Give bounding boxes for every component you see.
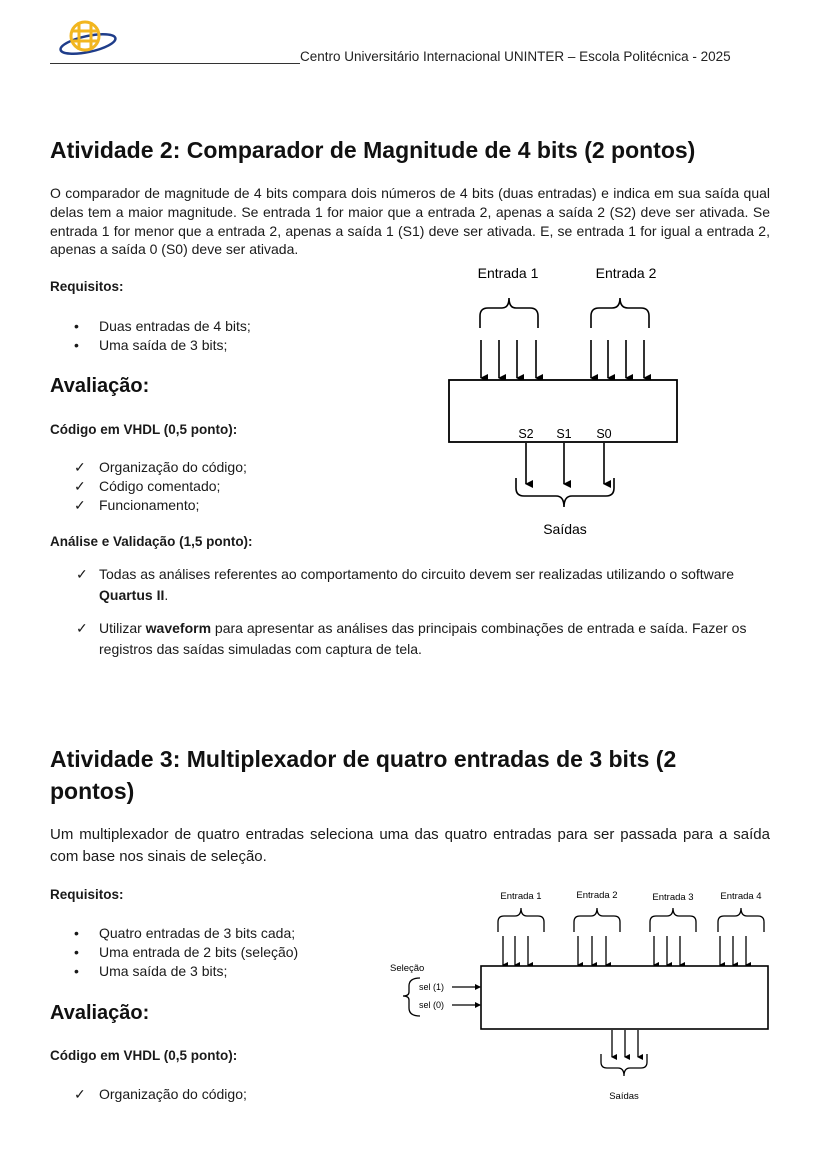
mux-input3-label: Entrada 3 <box>652 892 694 903</box>
check-icon: ✓ <box>74 1086 86 1102</box>
list-item: ✓ Funcionamento; <box>74 497 200 513</box>
list-item: • Duas entradas de 4 bits; <box>74 318 251 334</box>
mux-input-braces <box>498 908 764 932</box>
check-icon: ✓ <box>76 566 88 582</box>
activity2-title: Atividade 2: Comparador de Magnitude de 4 bits (2 pontos) <box>50 137 696 163</box>
input2-brace <box>591 298 649 328</box>
list-item: • Uma entrada de 2 bits (seleção) <box>74 944 299 960</box>
check-icon: ✓ <box>74 459 86 475</box>
activity3-requirements-list <box>50 924 298 981</box>
mux-output-arrows <box>612 1030 638 1057</box>
activity2-requirements-label: Requisitos: <box>50 279 124 294</box>
mux-selection-label: Seleção <box>390 963 425 974</box>
header-text: Centro Universitário Internacional UNINTER – Escola Politécnica - 2025 <box>300 49 731 64</box>
output-s0-label: S0 <box>596 427 612 441</box>
activity3-requirements-label: Requisitos: <box>50 887 124 902</box>
check-icon: ✓ <box>74 478 86 494</box>
mux-input4-label: Entrada 4 <box>720 891 762 902</box>
activity3-description: Um multiplexador de quatro entradas seleciona uma das quatro entradas para ser passada para a saída com base nos sinais de seleção. <box>50 826 770 865</box>
multiplexer-diagram <box>384 882 776 1104</box>
activity3-evaluation-title: Avaliação: <box>50 1002 150 1024</box>
list-item: ✓ Organização do código; <box>74 1086 247 1102</box>
input1-brace <box>480 298 538 328</box>
activity2-requirements-list <box>50 317 251 355</box>
mux-output-brace <box>601 1054 647 1076</box>
diagram-outputs-label: Saídas <box>543 521 587 537</box>
mux-input-arrows <box>503 936 746 965</box>
list-item: • Uma saída de 3 bits; <box>74 337 228 353</box>
mux-selection-arrows <box>452 987 480 1005</box>
activity2-vhdl-label: Código em VHDL (0,5 ponto): <box>50 422 238 437</box>
activity3-vhdl-label: Código em VHDL (0,5 ponto): <box>50 1048 238 1063</box>
activity2-vhdl-list <box>50 458 247 515</box>
check-icon: ✓ <box>74 497 86 513</box>
list-item: • Uma saída de 3 bits; <box>74 963 228 979</box>
mux-outputs-label: Saídas <box>609 1091 639 1102</box>
check-icon: ✓ <box>76 620 88 636</box>
output-s2-label: S2 <box>518 427 534 441</box>
diagram-input1-label: Entrada 1 <box>477 265 539 281</box>
analysis-item-quartus: ✓ Todas as análises referentes ao comportamento do circuito devem ser realizadas utilizando o software Quartus II. <box>76 566 734 603</box>
multiplexer-block <box>481 966 768 1029</box>
list-item: ✓ Código comentado; <box>74 478 221 494</box>
bullet-icon: • <box>74 963 79 979</box>
activity3-vhdl-list <box>50 1085 247 1104</box>
output-arrows <box>526 443 604 484</box>
comparator-diagram <box>440 262 690 542</box>
mux-sel0-label: sel (0) <box>419 1000 445 1010</box>
mux-input1-label: Entrada 1 <box>500 891 542 902</box>
mux-selection-brace <box>403 978 420 1016</box>
activity3-title: Atividade 3: Multiplexador de quatro entradas de 3 bits (2 pontos) <box>50 746 677 804</box>
list-item: ✓ Organização do código; <box>74 459 247 475</box>
diagram-input2-label: Entrada 2 <box>595 265 657 281</box>
output-s1-label: S1 <box>556 427 572 441</box>
bullet-icon: • <box>74 944 79 960</box>
activity2-evaluation-title: Avaliação: <box>50 375 150 397</box>
uninter-logo <box>58 16 118 62</box>
input-arrows <box>481 340 644 378</box>
mux-input2-label: Entrada 2 <box>576 890 618 901</box>
analysis-item-waveform: ✓ Utilizar waveform para apresentar as análises das principais combinações de entrada e saída. Fazer os registros das saídas simuladas com captura de tela. <box>76 620 747 657</box>
activity2-analysis-label: Análise e Validação (1,5 ponto): <box>50 534 253 549</box>
mux-sel1-label: sel (1) <box>419 982 445 992</box>
list-item: • Quatro entradas de 3 bits cada; <box>74 925 296 941</box>
header-rule <box>50 63 300 64</box>
outputs-brace <box>516 478 614 507</box>
bullet-icon: • <box>74 337 79 353</box>
bullet-icon: • <box>74 318 79 334</box>
activity2-description: O comparador de magnitude de 4 bits compara dois números de 4 bits (duas entradas) e indica em sua saída qual delas tem a maior magnitude. Se entrada 1 for maior que a entrada 2, apenas a saída 2 (S2) deve ser ativada. Se entrada 1 for menor que a entrada 2, apenas a saída 1 (S1) deve ser ativada. E, se entrada 1 for igual a entrada 2, apenas a saída 0 (S0) deve ser ativada. <box>50 185 770 258</box>
bullet-icon: • <box>74 925 79 941</box>
